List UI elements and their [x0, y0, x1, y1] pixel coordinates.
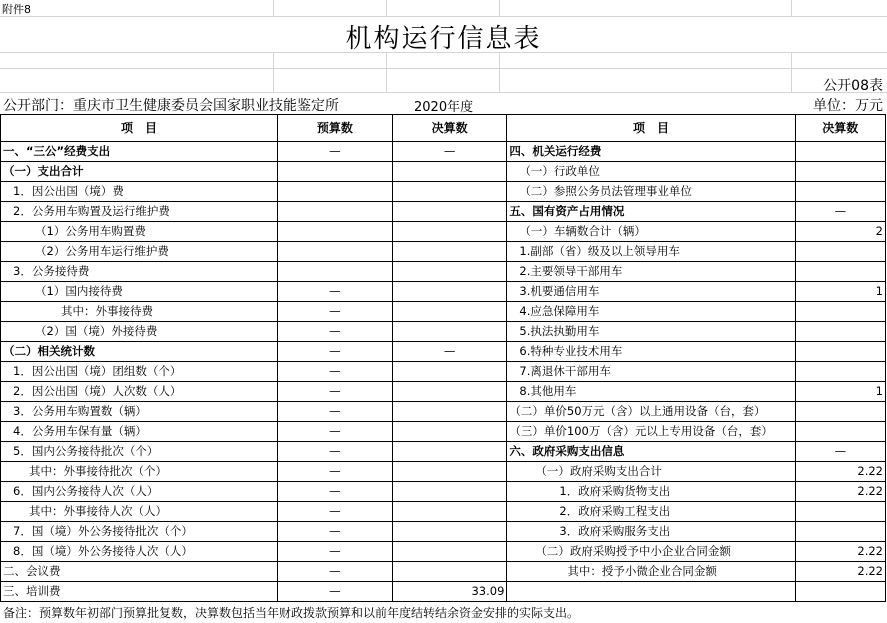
budget-cell: — — [278, 542, 393, 562]
table-row — [1, 382, 886, 402]
right-final-cell — [795, 422, 885, 442]
table-header-row — [1, 115, 886, 142]
table-row — [1, 582, 886, 602]
right-final-cell: 2 — [795, 222, 885, 242]
budget-cell: — — [278, 382, 393, 402]
right-item-cell: （一）车辆数合计（辆） — [507, 222, 795, 242]
final-cell: — — [392, 142, 507, 162]
grid-line — [791, 52, 792, 92]
right-item-cell — [507, 582, 795, 602]
right-final-cell — [795, 262, 885, 282]
budget-cell: — — [278, 522, 393, 542]
left-item-cell: 7．国（境）外公务接待批次（个） — [1, 522, 278, 542]
table-row — [1, 262, 886, 282]
grid-line — [499, 0, 500, 16]
right-item-cell: 6.特种专业技术用车 — [507, 342, 795, 362]
final-cell — [392, 462, 507, 482]
table-row — [1, 562, 886, 582]
grid-line — [0, 0, 887, 17]
right-item-cell: 7.离退休干部用车 — [507, 362, 795, 382]
right-final-cell — [795, 522, 885, 542]
right-final-cell: 1 — [795, 382, 885, 402]
footnote: 备注：预算数年初部门预算批复数，决算数包括当年财政拨款预算和以前年度结转结余资金安排的实际支出。 — [3, 606, 580, 620]
left-item-cell: （1）公务用车购置费 — [1, 222, 278, 242]
final-cell — [392, 182, 507, 202]
page-title: 机构运行信息表 — [345, 24, 542, 54]
budget-cell — [278, 242, 393, 262]
table-row — [1, 222, 886, 242]
final-cell: — — [392, 342, 507, 362]
budget-cell: — — [278, 322, 393, 342]
left-item-cell: 6．国内公务接待人次（人） — [1, 482, 278, 502]
right-final-cell — [795, 162, 885, 182]
table-row — [1, 182, 886, 202]
left-item-cell: 三、培训费 — [1, 582, 278, 602]
right-item-cell: （一）行政单位 — [507, 162, 795, 182]
left-item-cell: 其中：外事接待批次（个） — [1, 462, 278, 482]
final-cell — [392, 362, 507, 382]
left-item-cell: 2．公务用车购置及运行维护费 — [1, 202, 278, 222]
right-item-cell: （二）政府采购授予中小企业合同金额 — [507, 542, 795, 562]
budget-cell: — — [278, 302, 393, 322]
right-final-cell — [795, 242, 885, 262]
attachment-label: 附件8 — [2, 3, 31, 16]
right-item-cell: 4.应急保障用车 — [507, 302, 795, 322]
header-right-final: 决算数 — [795, 115, 885, 142]
final-cell — [392, 522, 507, 542]
left-item-cell: 4．公务用车保有量（辆） — [1, 422, 278, 442]
budget-cell: — — [278, 422, 393, 442]
final-cell — [392, 382, 507, 402]
final-cell — [392, 302, 507, 322]
right-item-cell: 8.其他用车 — [507, 382, 795, 402]
left-item-cell: 其中：外事接待费 — [1, 302, 278, 322]
table-row — [1, 522, 886, 542]
final-cell: 33.09 — [392, 582, 507, 602]
table-number: 公开08表 — [823, 78, 883, 94]
final-cell — [392, 322, 507, 342]
budget-cell: — — [278, 402, 393, 422]
budget-cell: — — [278, 562, 393, 582]
header-right-item: 项 目 — [507, 115, 795, 142]
table-row — [1, 142, 886, 162]
table-row — [1, 302, 886, 322]
final-cell — [392, 202, 507, 222]
final-cell — [392, 542, 507, 562]
right-final-cell — [795, 342, 885, 362]
table-row — [1, 242, 886, 262]
final-cell — [392, 222, 507, 242]
budget-cell: — — [278, 442, 393, 462]
right-item-cell: 5.执法执勤用车 — [507, 322, 795, 342]
right-final-cell — [795, 182, 885, 202]
budget-cell: — — [278, 582, 393, 602]
left-item-cell: 3．公务用车购置数（辆） — [1, 402, 278, 422]
final-cell — [392, 422, 507, 442]
budget-cell: — — [278, 462, 393, 482]
left-item-cell: 2．因公出国（境）人次数（人） — [1, 382, 278, 402]
budget-cell: — — [278, 482, 393, 502]
right-item-cell: 五、国有资产占用情况 — [507, 202, 795, 222]
left-item-cell: 5．国内公务接待批次（个） — [1, 442, 278, 462]
left-item-cell: （一）支出合计 — [1, 162, 278, 182]
final-cell — [392, 242, 507, 262]
left-item-cell: 3．公务接待费 — [1, 262, 278, 282]
right-final-cell — [795, 582, 885, 602]
budget-cell — [278, 182, 393, 202]
unit-label: 单位：万元 — [813, 98, 883, 114]
right-final-cell: 2.22 — [795, 562, 885, 582]
left-item-cell: （二）相关统计数 — [1, 342, 278, 362]
right-final-cell — [795, 142, 885, 162]
table-row — [1, 402, 886, 422]
grid-line — [273, 52, 274, 92]
table-row — [1, 362, 886, 382]
right-final-cell — [795, 362, 885, 382]
table-row — [1, 422, 886, 442]
right-item-cell: （二）参照公务员法管理事业单位 — [507, 182, 795, 202]
final-cell — [392, 402, 507, 422]
right-final-cell — [795, 322, 885, 342]
grid-line — [499, 52, 500, 92]
right-item-cell: 六、政府采购支出信息 — [507, 442, 795, 462]
table-row — [1, 342, 886, 362]
table-row — [1, 162, 886, 182]
header-final: 决算数 — [392, 115, 507, 142]
final-cell — [392, 442, 507, 462]
right-item-cell: 3.机要通信用车 — [507, 282, 795, 302]
budget-cell: — — [278, 142, 393, 162]
right-final-cell: 2.22 — [795, 482, 885, 502]
budget-cell — [278, 162, 393, 182]
department-label: 公开部门：重庆市卫生健康委员会国家职业技能鉴定所 — [3, 98, 339, 114]
right-final-cell — [795, 402, 885, 422]
table-row — [1, 442, 886, 462]
right-item-cell: 四、机关运行经费 — [507, 142, 795, 162]
table-row — [1, 322, 886, 342]
table-row — [1, 542, 886, 562]
left-item-cell: 1．因公出国（境）费 — [1, 182, 278, 202]
right-final-cell — [795, 502, 885, 522]
left-item-cell: （2）公务用车运行维护费 — [1, 242, 278, 262]
final-cell — [392, 482, 507, 502]
header-left-item: 项 目 — [1, 115, 278, 142]
table-row — [1, 282, 886, 302]
final-cell — [392, 502, 507, 522]
final-cell — [392, 562, 507, 582]
right-final-cell: — — [795, 442, 885, 462]
year-label: 2020年度 — [414, 100, 474, 115]
left-item-cell: （1）国内接待费 — [1, 282, 278, 302]
final-cell — [392, 282, 507, 302]
right-item-cell: 1．政府采购货物支出 — [507, 482, 795, 502]
left-item-cell: 其中：外事接待人次（人） — [1, 502, 278, 522]
grid-line — [386, 0, 387, 16]
right-item-cell: 2.主要领导干部用车 — [507, 262, 795, 282]
table-row — [1, 502, 886, 522]
budget-cell — [278, 262, 393, 282]
grid-line — [0, 68, 887, 93]
right-item-cell: （二）单价50万元（含）以上通用设备（台，套） — [507, 402, 795, 422]
final-cell — [392, 162, 507, 182]
right-final-cell: 1 — [795, 282, 885, 302]
budget-cell: — — [278, 282, 393, 302]
left-item-cell: 一、“三公”经费支出 — [1, 142, 278, 162]
grid-line — [273, 0, 274, 16]
left-item-cell: 8．国（境）外公务接待人次（人） — [1, 542, 278, 562]
info-table — [0, 114, 886, 602]
budget-cell: — — [278, 362, 393, 382]
right-item-cell: 1.副部（省）级及以上领导用车 — [507, 242, 795, 262]
right-item-cell: 3．政府采购服务支出 — [507, 522, 795, 542]
budget-cell — [278, 222, 393, 242]
final-cell — [392, 262, 507, 282]
right-item-cell: （三）单价100万（含）元以上专用设备（台，套） — [507, 422, 795, 442]
right-item-cell: 2．政府采购工程支出 — [507, 502, 795, 522]
header-budget: 预算数 — [278, 115, 393, 142]
right-final-cell — [795, 302, 885, 322]
right-item-cell: 其中：授予小微企业合同金额 — [507, 562, 795, 582]
table-row — [1, 462, 886, 482]
table-row — [1, 202, 886, 222]
grid-line — [791, 0, 792, 16]
grid-line — [386, 52, 387, 92]
right-final-cell: 2.22 — [795, 462, 885, 482]
right-final-cell: 2.22 — [795, 542, 885, 562]
right-final-cell: — — [795, 202, 885, 222]
left-item-cell: 1．因公出国（境）团组数（个） — [1, 362, 278, 382]
table-row — [1, 482, 886, 502]
left-item-cell: （2）国（境）外接待费 — [1, 322, 278, 342]
budget-cell: — — [278, 342, 393, 362]
budget-cell: — — [278, 502, 393, 522]
budget-cell — [278, 202, 393, 222]
right-item-cell: （一）政府采购支出合计 — [507, 462, 795, 482]
left-item-cell: 二、会议费 — [1, 562, 278, 582]
